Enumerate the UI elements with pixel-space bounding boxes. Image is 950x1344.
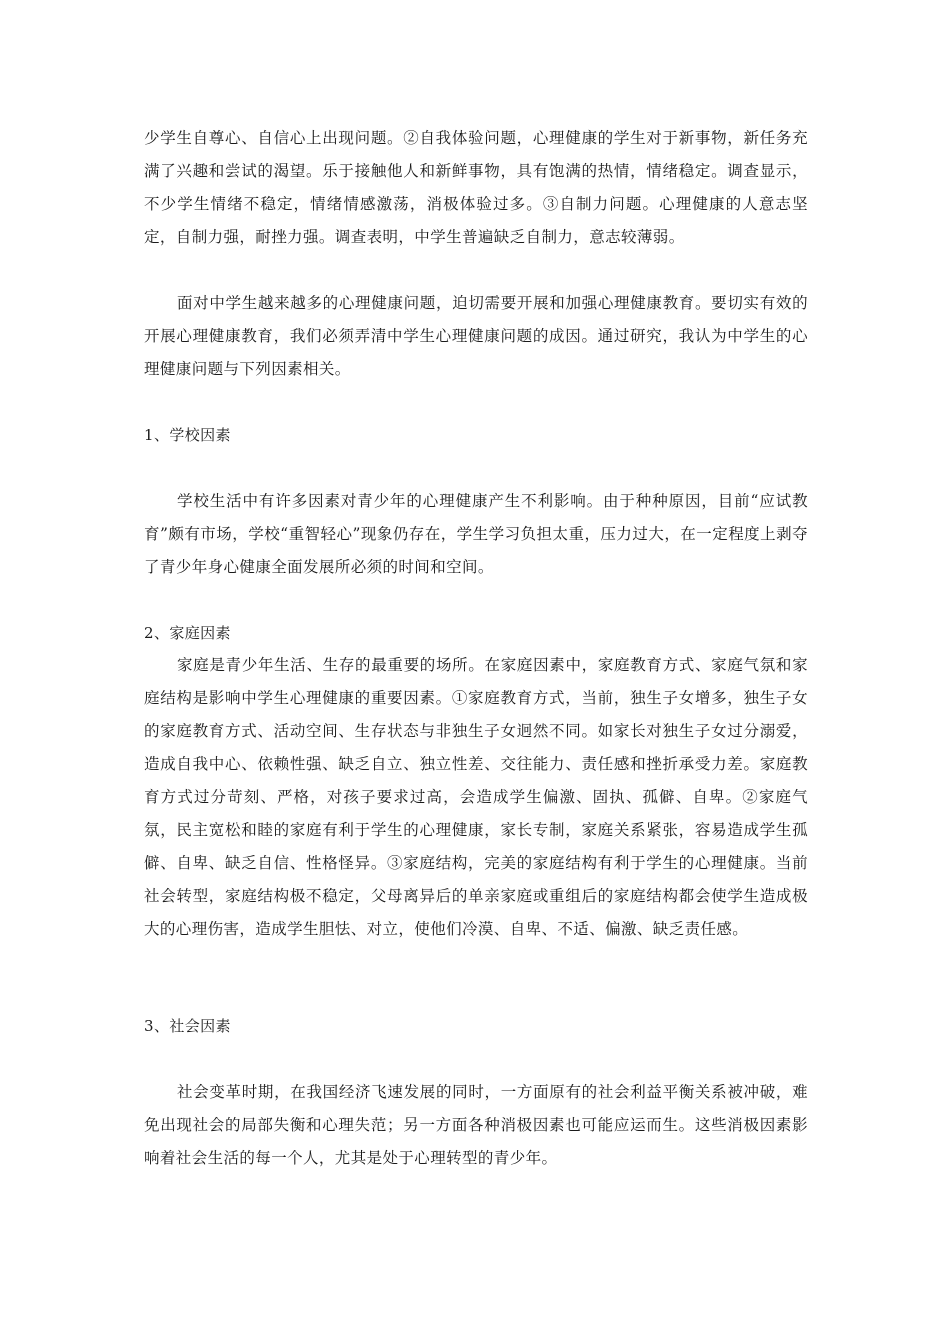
paragraph-self-experience: 少学生自尊心、自信心上出现问题。②自我体验问题，心理健康的学生对于新事物，新任务充满了兴趣和尝试的渴望。乐于接触他人和新鲜事物，具有饱满的热情，情绪稳定。调查显示，不少学生情绪不稳定，情绪情感激荡，消极体验过多。③自制力问题。心理健康的人意志坚定，自制力强，耐挫力强。调查表明，中学生普遍缺乏自制力，意志较薄弱。 xyxy=(144,129,808,246)
heading-school-factors: 1、学校因素 xyxy=(144,426,231,444)
heading-social-factors: 3、社会因素 xyxy=(144,1017,231,1035)
heading-family-factors: 2、家庭因素 xyxy=(144,624,231,642)
paragraph-social-factors: 社会变革时期，在我国经济飞速发展的同时，一方面原有的社会利益平衡关系被冲破，难免出现社会的局部失衡和心理失范；另一方面各种消极因素也可能应运而生。这些消极因素影响着社会生活的每一个人，尤其是处于心理转型的青少年。 xyxy=(144,1083,808,1167)
paragraph-intro-causes: 面对中学生越来越多的心理健康问题，迫切需要开展和加强心理健康教育。要切实有效的开展心理健康教育，我们必须弄清中学生心理健康问题的成因。通过研究，我认为中学生的心理健康问题与下列因素相关。 xyxy=(144,294,808,378)
paragraph-school-factors: 学校生活中有许多因素对青少年的心理健康产生不利影响。由于种种原因，目前“应试教育”颇有市场，学校“重智轻心”现象仍存在，学生学习负担太重，压力过大，在一定程度上剥夺了青少年身心健康全面发展所必须的时间和空间。 xyxy=(144,492,808,576)
paragraph-family-factors: 家庭是青少年生活、生存的最重要的场所。在家庭因素中，家庭教育方式、家庭气氛和家庭结构是影响中学生心理健康的重要因素。①家庭教育方式，当前，独生子女增多，独生子女的家庭教育方式、活动空间、生存状态与非独生子女迥然不同。如家长对独生子女过分溺爱，造成自我中心、依赖性强、缺乏自立、独立性差、交往能力、责任感和挫折承受力差。家庭教育方式过分苛刻、严格，对孩子要求过高，会造成学生偏激、固执、孤僻、自卑。②家庭气氛，民主宽松和睦的家庭有利于学生的心理健康，家长专制，家庭关系紧张，容易造成学生孤僻、自卑、缺乏自信、性格怪异。③家庭结构，完美的家庭结构有利于学生的心理健康。当前社会转型，家庭结构极不稳定，父母离异后的单亲家庭或重组后的家庭结构都会使学生造成极大的心理伤害，造成学生胆怯、对立，使他们冷漠、自卑、不适、偏激、缺乏责任感。 xyxy=(144,656,808,938)
